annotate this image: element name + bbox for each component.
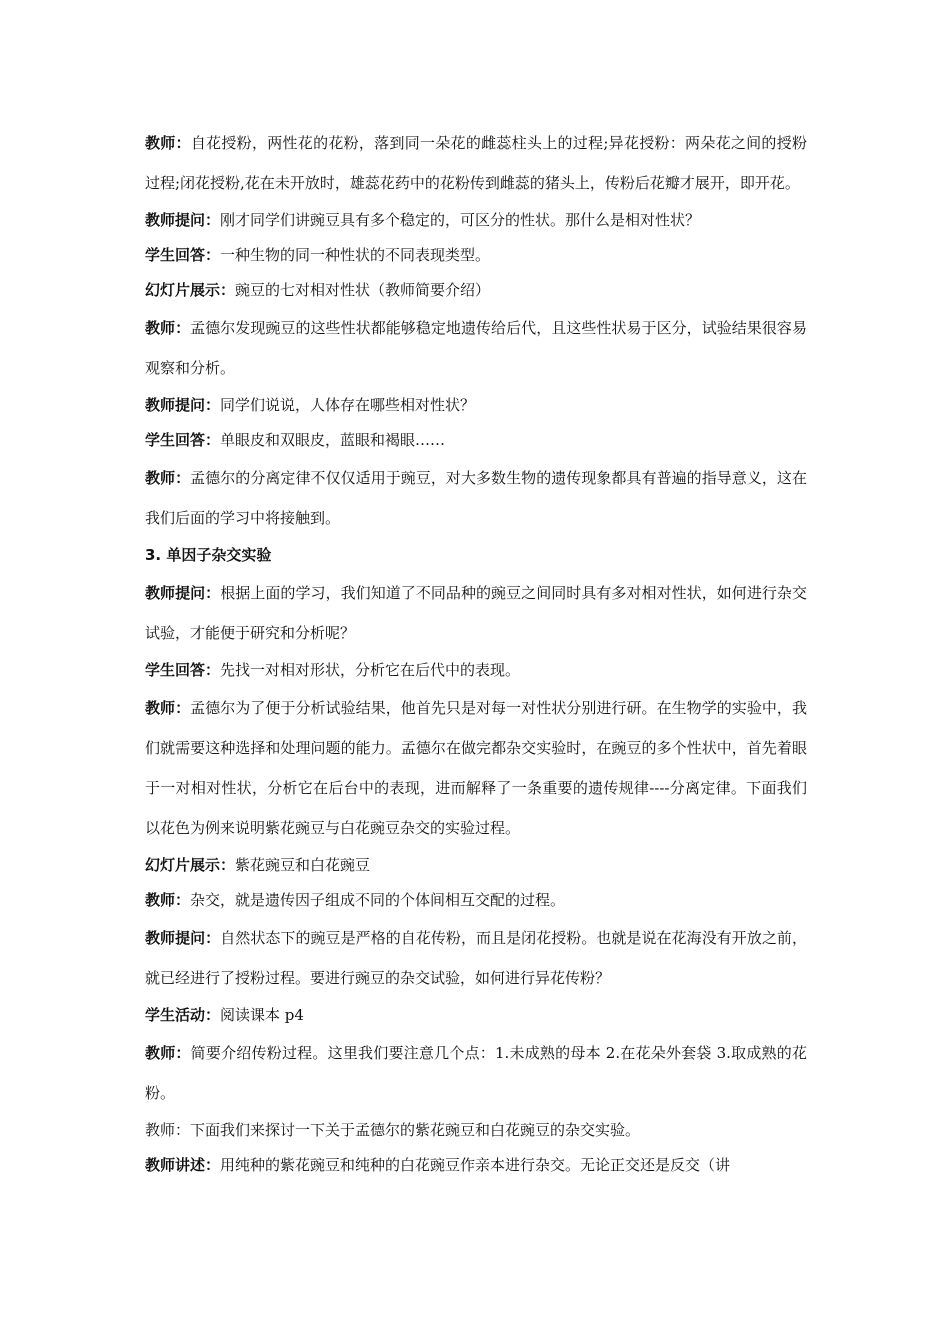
paragraph bbox=[145, 458, 807, 538]
paragraph-text: 杂交，就是遗传因子组成不同的个体间相互交配的过程。 bbox=[190, 891, 566, 909]
speaker-label: 学生回答： bbox=[145, 661, 221, 679]
paragraph-text: 单眼皮和双眼皮，蓝眼和褐眼…… bbox=[220, 431, 446, 449]
paragraph bbox=[145, 203, 807, 238]
paragraph bbox=[145, 423, 807, 458]
paragraph-text: 紫花豌豆和白花豌豆 bbox=[235, 856, 371, 874]
speaker-label: 教师提问： bbox=[145, 211, 221, 229]
paragraph-text: 豌豆的七对相对性状（教师简要介绍） bbox=[235, 281, 491, 299]
paragraph-text: 同学们说说，人体存在哪些相对性状？ bbox=[220, 396, 476, 414]
speaker-label: 教师： bbox=[145, 699, 191, 717]
paragraph-text: 自然状态下的豌豆是严格的自花传粉，而且是闭花授粉。也就是说在花海没有开放之前，就已经进行了授粉过程。要进行豌豆的杂交试验，如何进行异花传粉？ bbox=[145, 929, 807, 987]
paragraph-text: 自花授粉，两性花的花粉，落到同一朵花的雌蕊柱头上的过程;异花授粉：两朵花之间的授粉过程;闭花授粉,花在未开放时，雄蕊花药中的花粉传到雌蕊的猪头上，传粉后花瓣才展开，即开花。 bbox=[145, 134, 807, 192]
paragraph-text: 用纯种的紫花豌豆和纯种的白花豌豆作亲本进行杂交。无论正交还是反交（讲 bbox=[220, 1156, 731, 1174]
speaker-label: 教师提问： bbox=[145, 584, 221, 602]
paragraph bbox=[145, 238, 807, 273]
paragraph-text: 先找一对相对形状，分析它在后代中的表现。 bbox=[220, 661, 521, 679]
paragraph bbox=[145, 688, 807, 848]
paragraph bbox=[145, 918, 807, 998]
paragraph bbox=[145, 883, 807, 918]
paragraph bbox=[145, 1033, 807, 1113]
paragraph bbox=[145, 123, 807, 203]
paragraph-text: 阅读课本 p4 bbox=[220, 1006, 304, 1024]
paragraph bbox=[145, 573, 807, 653]
speaker-label: 教师提问： bbox=[145, 929, 221, 947]
speaker-label: 教师： bbox=[145, 891, 191, 909]
paragraph-text: 刚才同学们讲豌豆具有多个稳定的，可区分的性状。那什么是相对性状？ bbox=[220, 211, 701, 229]
paragraph bbox=[145, 308, 807, 388]
paragraph-text: 一种生物的同一种性状的不同表现类型。 bbox=[220, 246, 491, 264]
section-heading: 3. 单因子杂交实验 bbox=[145, 546, 272, 564]
paragraph bbox=[145, 1113, 807, 1148]
speaker-label: 学生活动： bbox=[145, 1006, 221, 1024]
paragraph bbox=[145, 653, 807, 688]
paragraph bbox=[145, 1148, 807, 1183]
speaker-label: 学生回答： bbox=[145, 431, 221, 449]
speaker-label: 幻灯片展示： bbox=[145, 856, 236, 874]
speaker-label: 幻灯片展示： bbox=[145, 281, 236, 299]
speaker-label: 教师提问： bbox=[145, 396, 221, 414]
speaker-label: 教师讲述： bbox=[145, 1156, 221, 1174]
speaker-label: 教师： bbox=[145, 1044, 191, 1062]
speaker-label: 教师： bbox=[145, 134, 191, 152]
document-body bbox=[145, 123, 807, 1183]
paragraph-text: 教师：下面我们来探讨一下关于孟德尔的紫花豌豆和白花豌豆的杂交实验。 bbox=[145, 1121, 641, 1139]
paragraph bbox=[145, 273, 807, 308]
paragraph-text: 根据上面的学习，我们知道了不同品种的豌豆之间同时具有多对相对性状，如何进行杂交试验，才能便于研究和分析呢？ bbox=[145, 584, 807, 642]
paragraph bbox=[145, 998, 807, 1033]
speaker-label: 学生回答： bbox=[145, 246, 221, 264]
speaker-label: 教师： bbox=[145, 319, 191, 337]
paragraph bbox=[145, 848, 807, 883]
speaker-label: 教师： bbox=[145, 469, 191, 487]
paragraph-text: 孟德尔为了便于分析试验结果，他首先只是对每一对性状分别进行研。在生物学的实验中，我们就需要这种选择和处理问题的能力。孟德尔在做完都杂交实验时，在豌豆的多个性状中，首先着眼于一对相对性状，分析它在后台中的表现，进而解释了一条重要的遗传规律----分离定律。下面我们以花色为例来说明紫花豌豆与白花豌豆杂交的实验过程。 bbox=[145, 699, 807, 837]
paragraph-text: 简要介绍传粉过程。这里我们要注意几个点：1.未成熟的母本 2.在花朵外套袋 3.取成熟的花粉。 bbox=[145, 1044, 807, 1102]
paragraph-text: 孟德尔发现豌豆的这些性状都能够稳定地遗传给后代，且这些性状易于区分，试验结果很容易观察和分析。 bbox=[145, 319, 807, 377]
paragraph-text: 孟德尔的分离定律不仅仅适用于豌豆，对大多数生物的遗传现象都具有普遍的指导意义，这在我们后面的学习中将接触到。 bbox=[145, 469, 807, 527]
paragraph bbox=[145, 388, 807, 423]
